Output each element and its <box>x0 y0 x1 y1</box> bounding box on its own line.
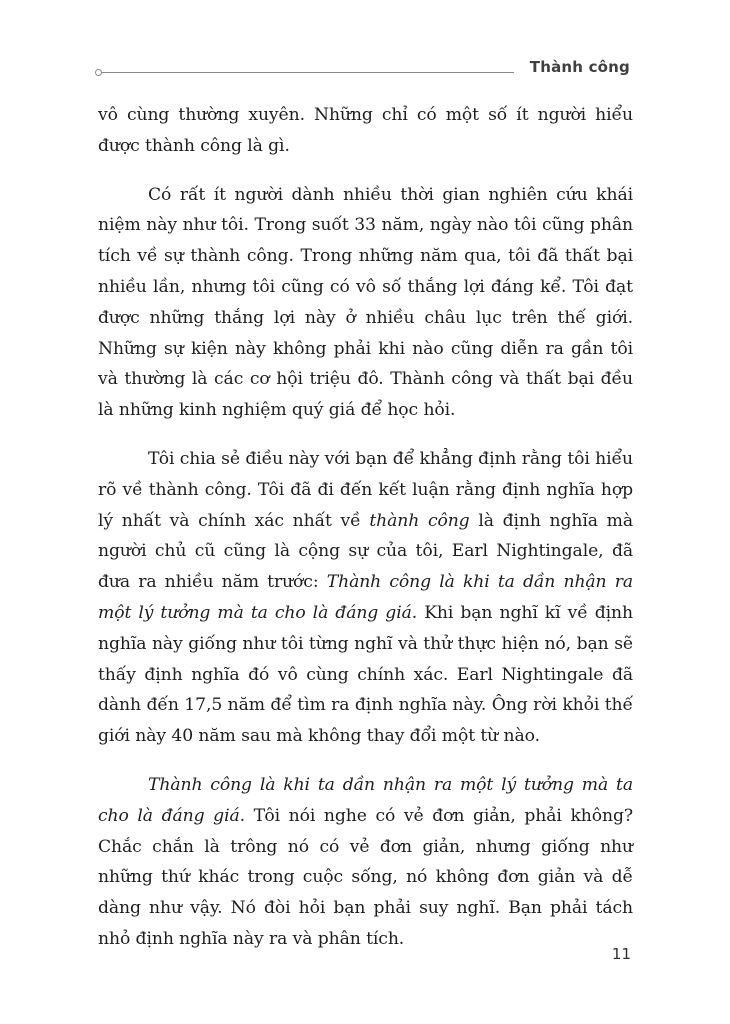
paragraph-continuation <box>98 100 633 162</box>
text-segment: Tôi chia sẻ điều này với bạn để khẳng định rằng tôi hiểu rõ về thành công. Tôi đã đi đến kết luận rằng định nghĩa hợp lý nhất và chính xác nhất về <box>98 448 633 531</box>
italic-text-segment: Thành công là khi ta dần nhận ra một lý tưởng mà ta cho là đáng giá <box>98 572 633 623</box>
italic-text-segment: Thành công là khi ta dần nhận ra một lý tưởng mà ta cho là đáng giá <box>98 774 633 826</box>
text-segment: Có rất ít người dành nhiều thời gian nghiên cứu khái niệm này như tôi. Trong suốt 33 năm, ngày nào tôi cũng phân tích về sự thành công. Trong những năm qua, tôi đã thất bại nhiều lần, nhưng tôi cũng có vô số thắng lợi đáng kể. Tôi đạt được những thắng lợi này ở nhiều châu lục trên thế giới. Những sự kiện này không phải khi nào cũng diễn ra gần tôi và thường là các cơ hội triệu đô. Thành công và thất bại đều là những kinh nghiệm quý giá để học hỏi. <box>98 184 633 421</box>
italic-text-segment: thành công <box>369 510 470 531</box>
paragraph <box>98 180 633 426</box>
header-rule-dot <box>95 69 102 76</box>
header-rule <box>98 72 514 73</box>
text-segment: vô cùng thường xuyên. Những chỉ có một số ít người hiểu được thành công là gì. <box>98 105 633 156</box>
page-number: 11 <box>611 945 631 963</box>
text-segment: . Tôi nói nghe có vẻ đơn giản, phải không? Chắc chắn là trông nó có vẻ đơn giản, nhưng giống như những thứ khác trong cuộc sống, nó không đơn giản và dễ dàng như vậy. Nó đòi hỏi bạn phải suy nghĩ. Bạn phải tách nhỏ định nghĩa này ra và phân tích. <box>98 805 633 949</box>
text-segment: . Khi bạn nghĩ kĩ về định nghĩa này giống như tôi từng nghĩ và thử thực hiện nó, bạn sẽ thấy định nghĩa đó vô cùng chính xác. Earl Nightingale đã dành đến 17,5 năm để tìm ra định nghĩa này. Ông rời khỏi thế giới này 40 năm sau mà không thay đổi một từ nào. <box>98 602 633 747</box>
running-header <box>98 56 630 82</box>
text-segment: là định nghĩa mà người chủ cũ cũng là cộng sự của tôi, Earl Nightingale, đã đưa ra nhiều năm trước: <box>98 510 633 593</box>
page-body <box>98 100 633 973</box>
running-head-title: Thành công <box>529 58 630 76</box>
paragraph <box>98 770 633 955</box>
paragraph <box>98 444 633 752</box>
